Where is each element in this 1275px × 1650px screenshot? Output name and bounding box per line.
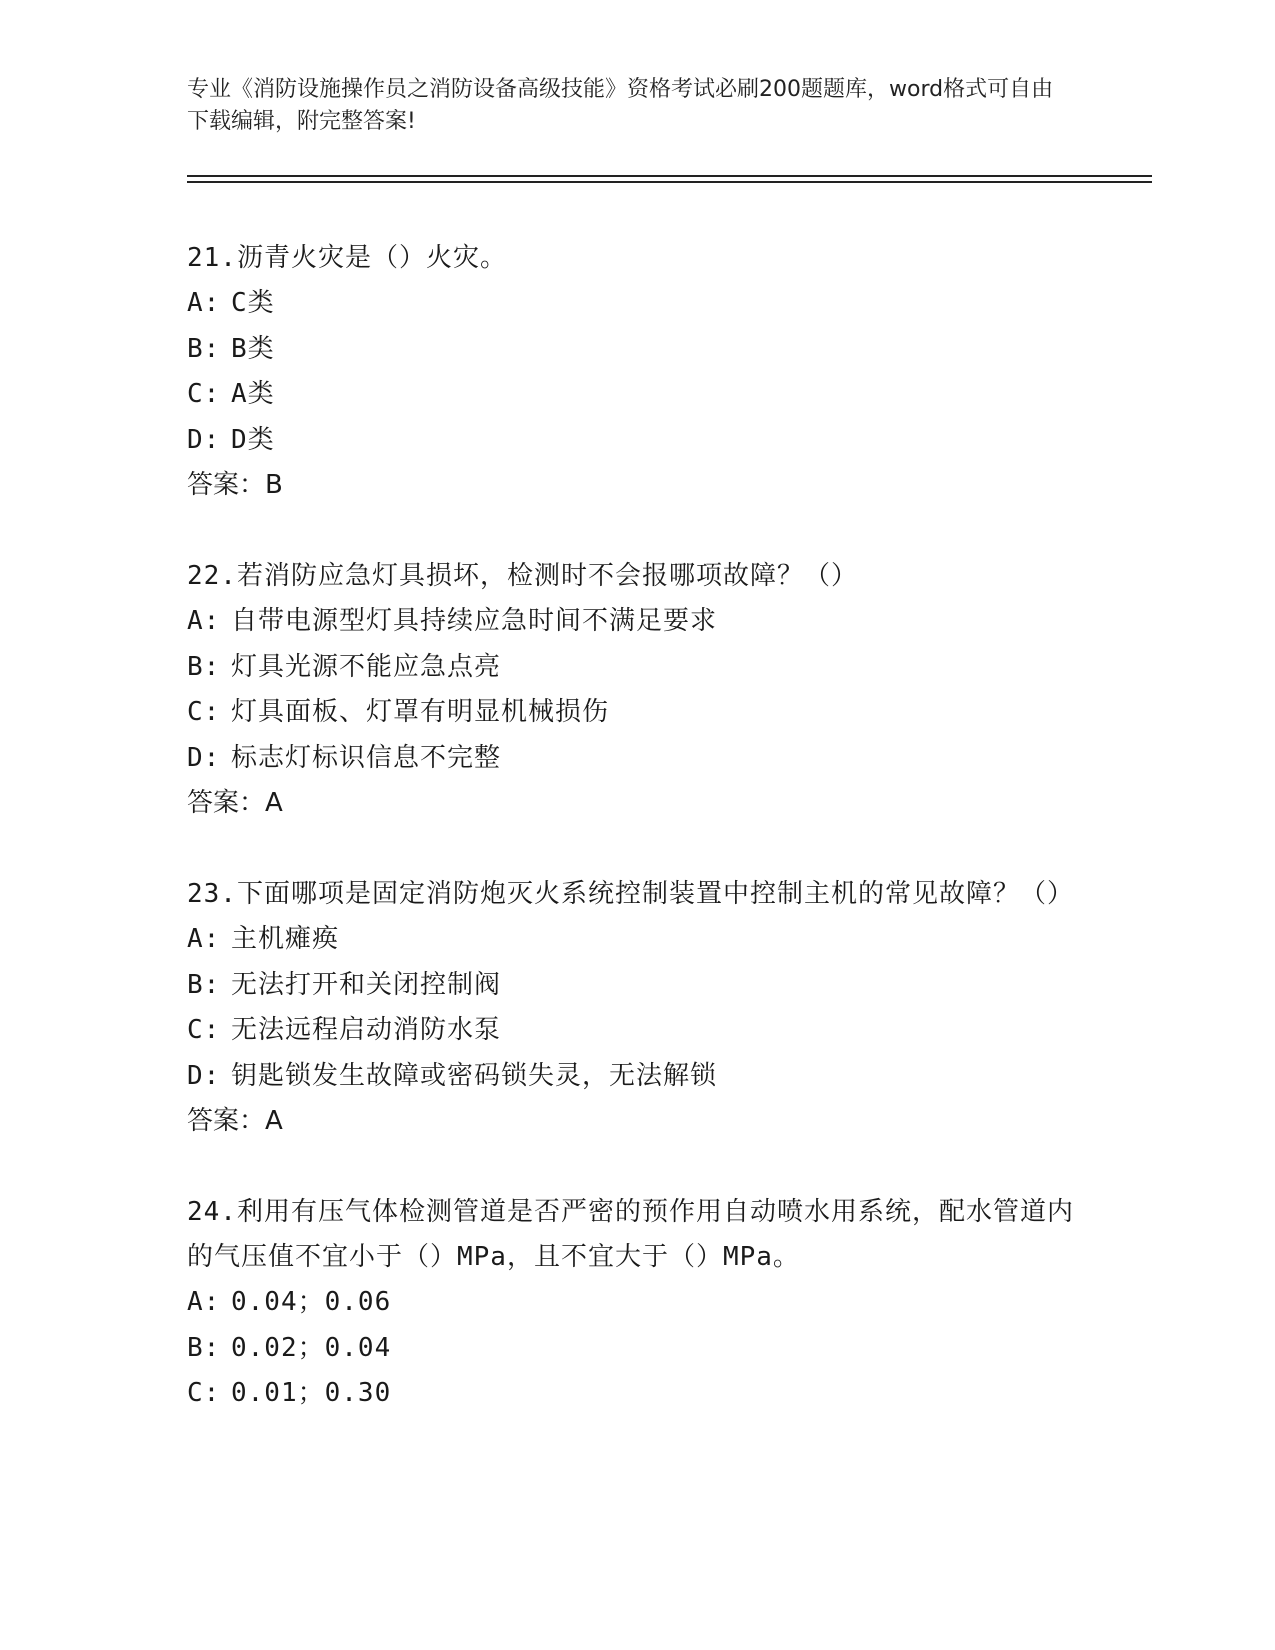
question-title — [187, 236, 1087, 281]
option-text: 无法远程启动消防水泵 — [231, 1015, 502, 1045]
answer: 答案：A — [187, 1106, 283, 1136]
option-c — [187, 372, 1087, 418]
option-text: 0.02；0.04 — [231, 1332, 392, 1363]
question-22 — [187, 554, 1087, 826]
option-letter: B: — [187, 1332, 221, 1363]
question-23 — [187, 872, 1087, 1144]
option-letter: D: — [187, 1060, 221, 1091]
option-letter: D: — [187, 742, 221, 773]
question-24 — [187, 1190, 1087, 1417]
option-b — [187, 645, 1087, 691]
document-header — [187, 74, 1067, 138]
option-text: 标志灯标识信息不完整 — [231, 742, 502, 773]
option-text: 灯具光源不能应急点亮 — [231, 651, 502, 682]
option-letter: A: — [187, 606, 221, 636]
option-text: 灯具面板、灯罩有明显机械损伤 — [231, 697, 610, 727]
option-a — [187, 917, 1087, 963]
option-c — [187, 1008, 1087, 1054]
option-letter: B: — [187, 651, 221, 682]
question-number: 24. — [187, 1197, 237, 1227]
question-21 — [187, 236, 1087, 508]
question-number: 23. — [187, 879, 237, 909]
option-d — [187, 1054, 1087, 1100]
option-text: 无法打开和关闭控制阀 — [231, 969, 502, 1000]
option-letter: A: — [187, 924, 221, 954]
option-letter: C: — [187, 1378, 221, 1408]
option-letter: C: — [187, 1015, 221, 1045]
question-title — [187, 554, 1087, 599]
option-text: D类 — [231, 424, 275, 455]
option-a — [187, 281, 1087, 327]
option-letter: C: — [187, 379, 221, 409]
question-text: 下面哪项是固定消防炮灭火系统控制装置中控制主机的常见故障？（） — [236, 879, 1074, 909]
option-letter: A: — [187, 1287, 221, 1317]
option-text: B类 — [231, 333, 275, 364]
option-letter: A: — [187, 288, 221, 318]
answer: 答案：A — [187, 788, 283, 818]
option-b — [187, 327, 1087, 373]
header-divider-top — [187, 175, 1152, 177]
option-letter: B: — [187, 333, 221, 364]
option-a — [187, 1280, 1087, 1326]
option-d — [187, 418, 1087, 464]
question-number: 21. — [187, 243, 237, 273]
question-text: 利用有压气体检测管道是否严密的预作用自动喷水用系统，配水管道内的气压值不宜小于（）MPa，且不宜大于（）MPa。 — [187, 1197, 1074, 1272]
question-number: 22. — [187, 561, 237, 591]
question-title — [187, 1190, 1087, 1280]
question-text: 若消防应急灯具损坏，检测时不会报哪项故障？（） — [236, 561, 858, 591]
option-b — [187, 1326, 1087, 1372]
option-text: 0.01；0.30 — [231, 1378, 392, 1408]
option-letter: D: — [187, 424, 221, 455]
option-text: A类 — [231, 379, 275, 409]
option-c — [187, 690, 1087, 736]
option-c — [187, 1371, 1087, 1417]
option-text: 钥匙锁发生故障或密码锁失灵，无法解锁 — [231, 1060, 718, 1091]
option-text: 0.04；0.06 — [231, 1287, 392, 1317]
question-list — [187, 236, 1087, 1463]
option-letter: C: — [187, 697, 221, 727]
question-text: 沥青火灾是（）火灾。 — [236, 243, 507, 273]
header-divider-bottom — [187, 181, 1152, 183]
question-title — [187, 872, 1087, 917]
option-text: C类 — [231, 288, 275, 318]
option-text: 自带电源型灯具持续应急时间不满足要求 — [231, 606, 718, 636]
option-b — [187, 963, 1087, 1009]
option-text: 主机瘫痪 — [231, 924, 340, 954]
answer: 答案：B — [187, 470, 283, 500]
option-letter: B: — [187, 969, 221, 1000]
option-d — [187, 736, 1087, 782]
option-a — [187, 599, 1087, 645]
header-text: 专业《消防设施操作员之消防设备高级技能》资格考试必刷200题题库，word格式可自由下载编辑，附完整答案! — [187, 77, 1054, 134]
